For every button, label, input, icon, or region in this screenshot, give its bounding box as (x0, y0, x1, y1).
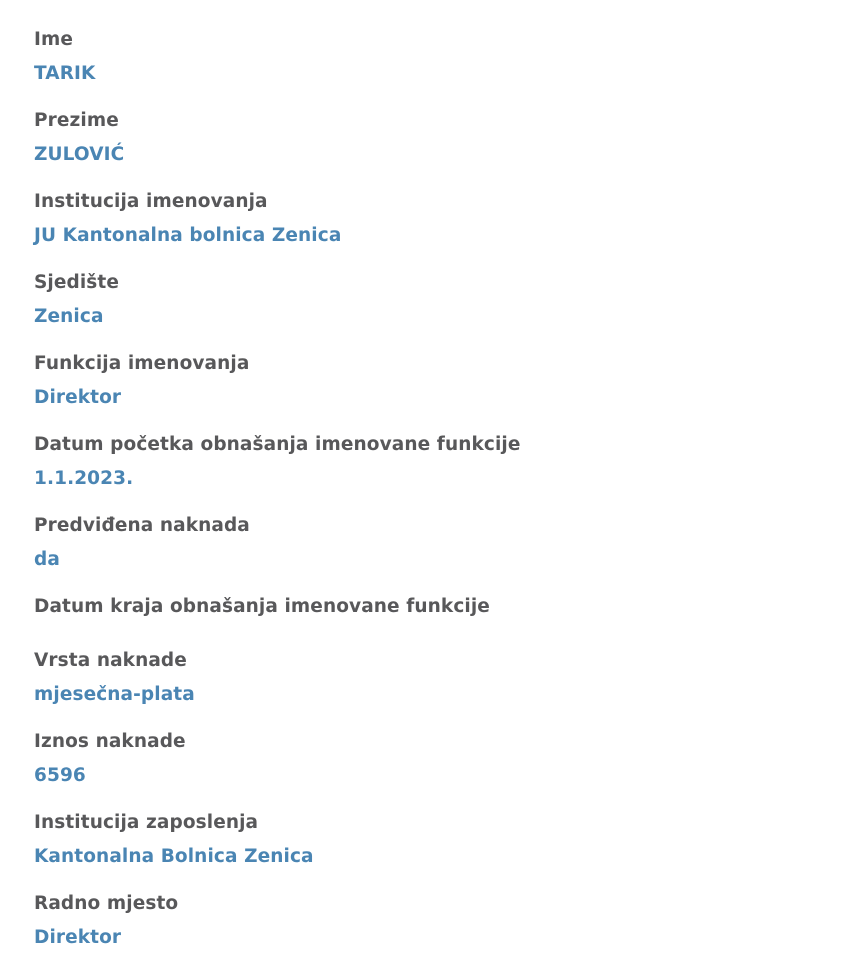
field-datum-kraja (34, 593, 814, 621)
field-label: Datum početka obnašanja imenovane funkcije (34, 434, 521, 455)
field-label: Funkcija imenovanja (34, 353, 250, 374)
field-label: Datum kraja obnašanja imenovane funkcije (34, 596, 490, 617)
field-vrsta-naknade (34, 647, 814, 709)
field-datum-pocetka (34, 431, 814, 493)
field-label: Institucija zaposlenja (34, 812, 259, 833)
field-funkcija-imenovanja (34, 350, 814, 412)
field-value: mjesečna-plata (34, 684, 195, 705)
field-institucija-imenovanja (34, 188, 814, 250)
field-value: 6596 (34, 765, 86, 786)
field-label: Radno mjesto (34, 893, 179, 914)
field-institucija-zaposlenja (34, 809, 814, 871)
field-value: JU Kantonalna bolnica Zenica (34, 225, 342, 246)
field-sjediste (34, 269, 814, 331)
field-label: Ime (34, 29, 74, 50)
field-label: Sjedište (34, 272, 119, 293)
field-label: Predviđena naknada (34, 515, 250, 536)
field-predvidena-naknada (34, 512, 814, 574)
field-radno-mjesto (34, 890, 814, 952)
field-value: 1.1.2023. (34, 468, 134, 489)
field-iznos-naknade (34, 728, 814, 790)
field-ime (34, 26, 814, 88)
field-value: TARIK (34, 63, 96, 84)
field-value: Direktor (34, 387, 122, 408)
field-value: da (34, 549, 60, 570)
field-value: Zenica (34, 306, 104, 327)
appointment-record (34, 26, 814, 952)
field-label: Institucija imenovanja (34, 191, 268, 212)
field-label: Prezime (34, 110, 119, 131)
field-value: Kantonalna Bolnica Zenica (34, 846, 314, 867)
field-label: Vrsta naknade (34, 650, 187, 671)
field-value: Direktor (34, 927, 122, 948)
field-label: Iznos naknade (34, 731, 186, 752)
field-prezime (34, 107, 814, 169)
field-value: ZULOVIĆ (34, 144, 125, 165)
